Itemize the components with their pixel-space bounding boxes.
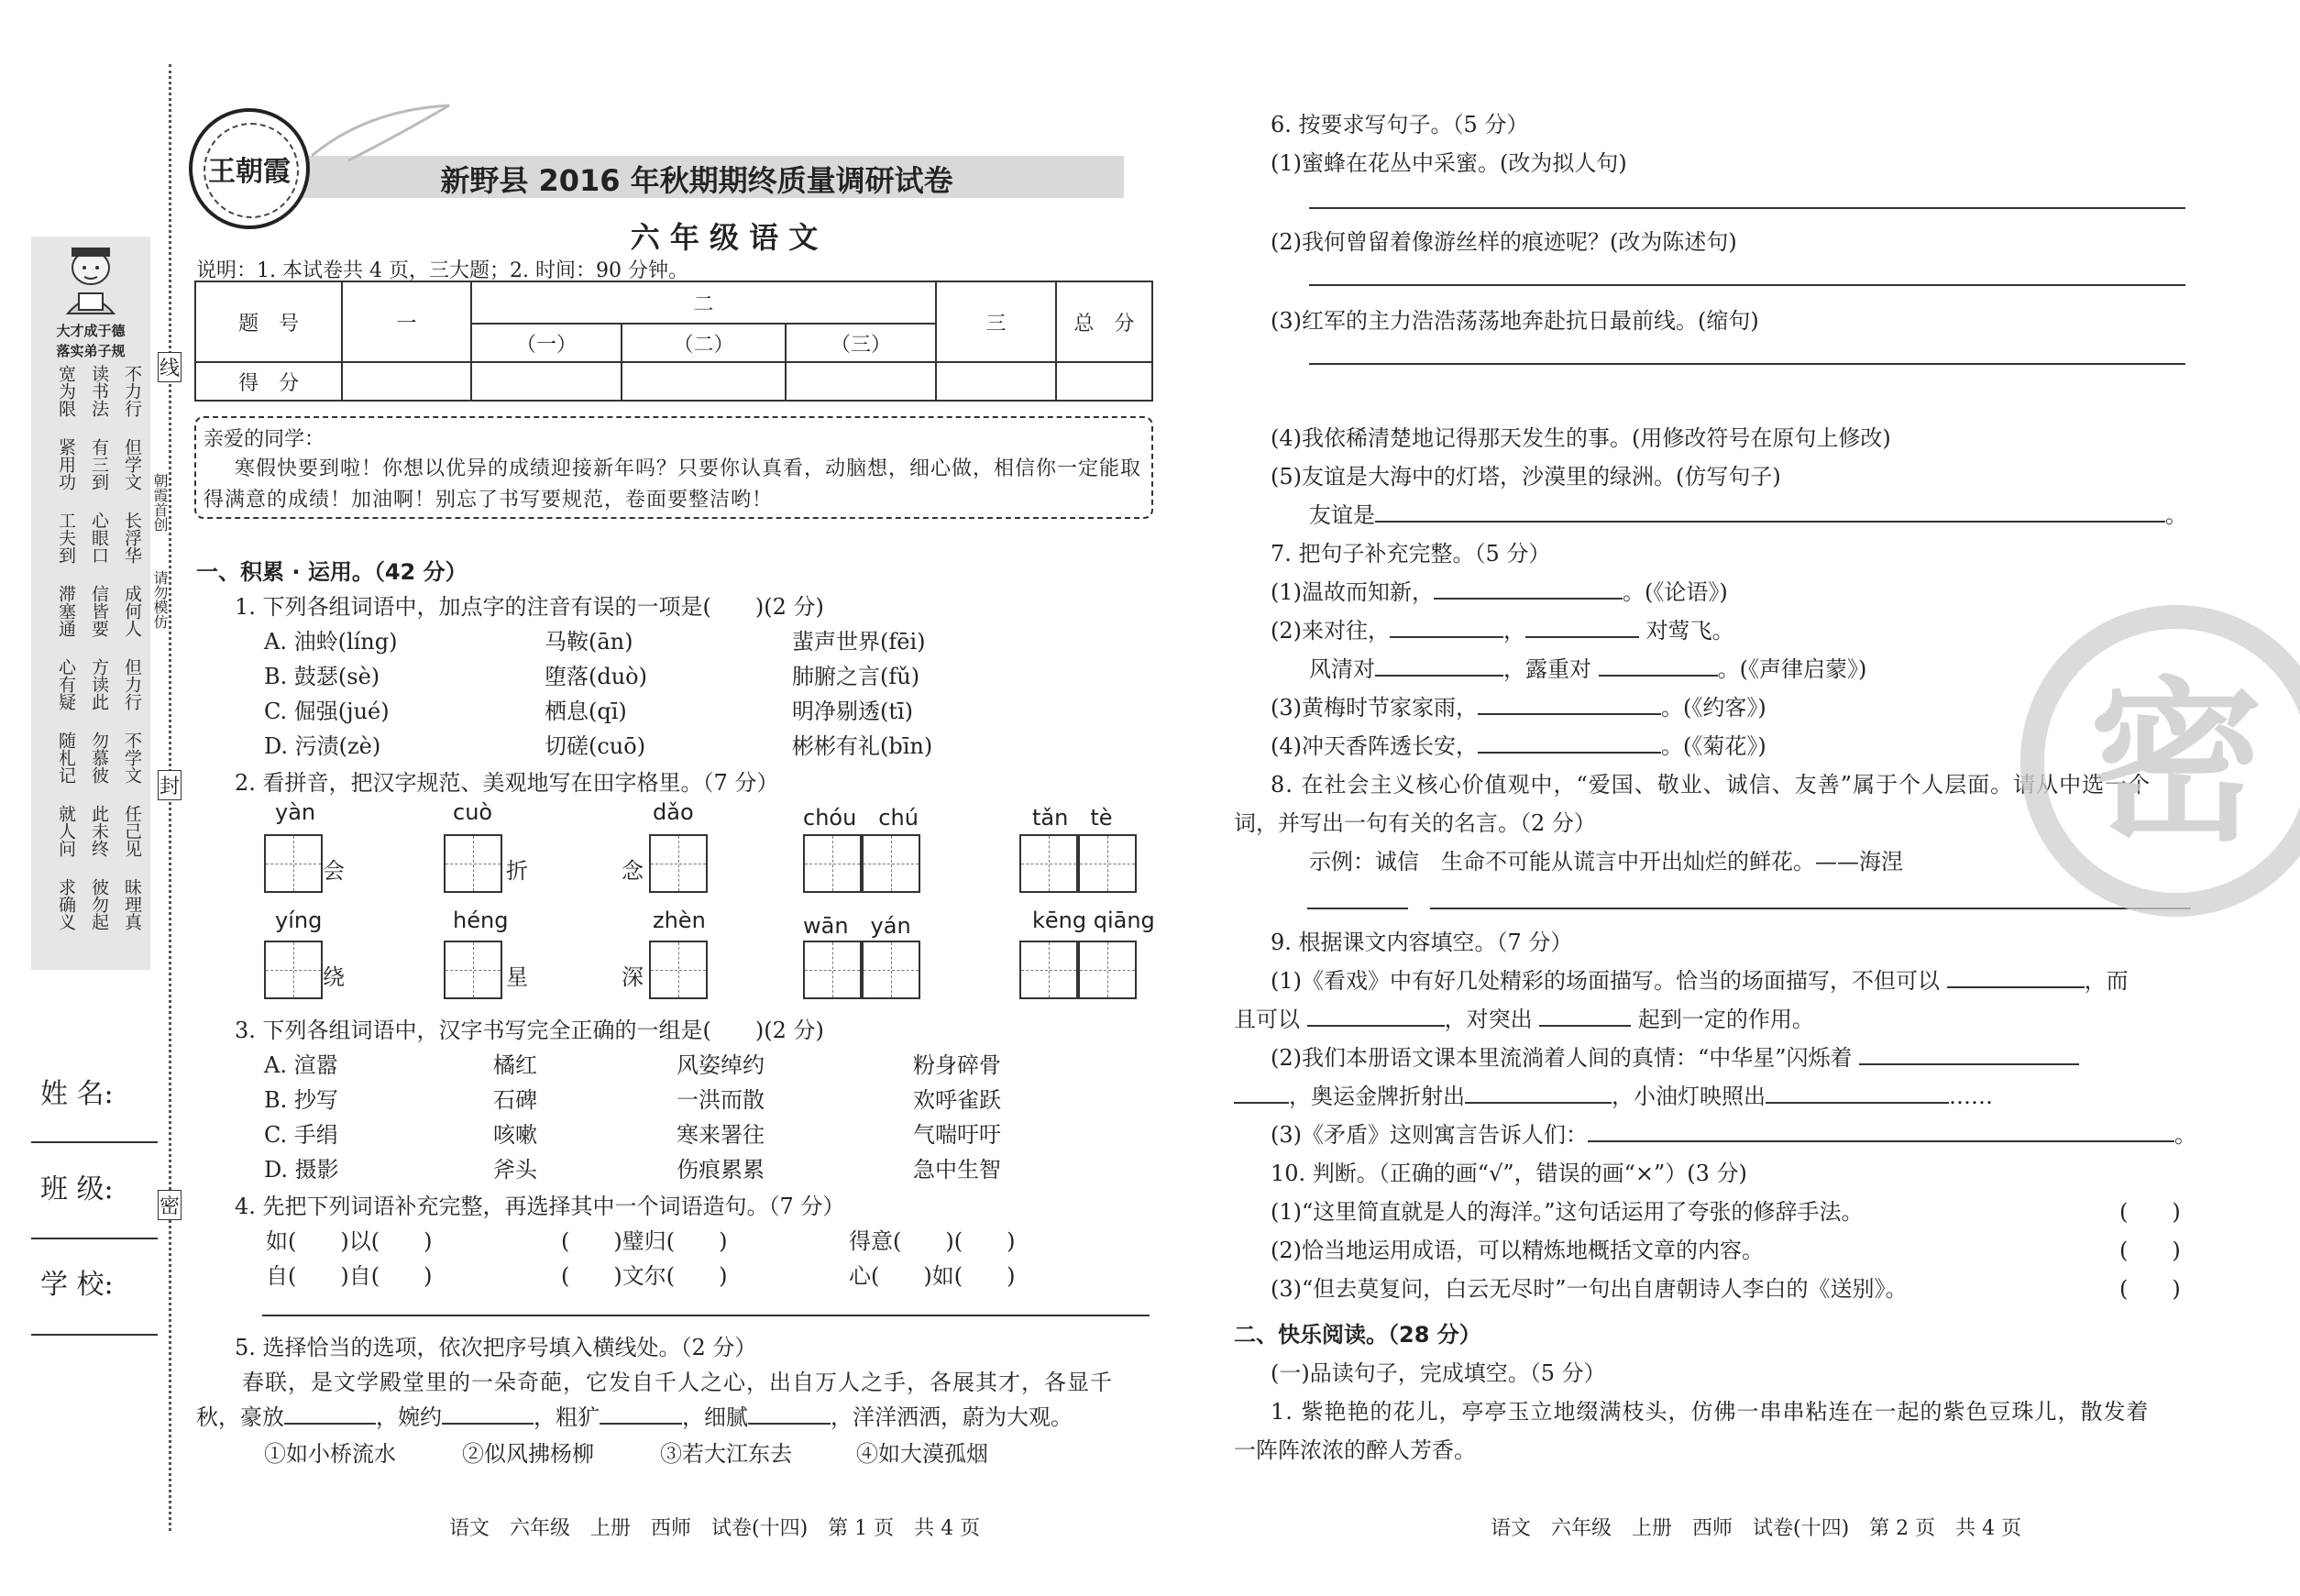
q7-blank-2[interactable]	[1390, 635, 1503, 638]
q7-l2-comma: ，	[1503, 618, 1525, 644]
q2-pinyin: tǎn tè	[1032, 805, 1113, 831]
q5-part-1: 秋，豪放	[196, 1404, 284, 1430]
q3-option-cell: 伤痕累累	[677, 1157, 765, 1183]
sidebar-poem-column: 心眼口	[89, 512, 109, 564]
q9-blank-7[interactable]	[1766, 1101, 1949, 1104]
q4-idiom-item[interactable]: ( )文尔( )	[561, 1263, 728, 1289]
q5-blank-2[interactable]	[442, 1422, 534, 1425]
q6-item-5-prefix: 友谊是	[1309, 502, 1375, 528]
q3-option-cell: 斧头	[493, 1157, 537, 1183]
sidebar-motto-2: 落实弟子规	[56, 343, 126, 359]
q7-l3-source: 。(《声律启蒙》)	[1717, 656, 1867, 682]
score-cell-3[interactable]	[936, 362, 1055, 401]
q10-answer-bracket[interactable]: ( )	[2119, 1199, 2181, 1225]
tianzi-grid-cell[interactable]	[1078, 941, 1137, 999]
tianzi-grid-cell[interactable]	[264, 941, 323, 999]
q4-idiom-item[interactable]: 心( )如( )	[849, 1263, 1016, 1289]
sidebar-poem-column: 宽为限	[56, 365, 76, 417]
q9-p2-text: 且可以	[1234, 1007, 1300, 1032]
q9-blank-3[interactable]	[1539, 1024, 1631, 1027]
exam-note: 说明：1. 本试卷共 4 页，三大题；2. 时间：90 分钟。	[196, 259, 688, 282]
q9-line-4	[1234, 1078, 1993, 1110]
q6-item-3: (3)红军的主力浩浩荡荡地奔赴抗日最前线。(缩句)	[1271, 308, 1759, 334]
q9-blank-2[interactable]	[1307, 1024, 1445, 1027]
tianzi-grid-cell[interactable]	[1019, 834, 1078, 893]
q2-stem: 2. 看拼音，把汉字规范、美观地写在田字格里。（7 分）	[235, 770, 779, 796]
q5-blank-4[interactable]	[748, 1422, 831, 1425]
sidebar-poem-column: 有三到	[89, 438, 109, 490]
sidebar-poem-column: 就人问	[56, 805, 76, 857]
q2-pinyin: wān yán	[803, 913, 911, 939]
section-1-heading: 一、积累 · 运用。（42 分）	[196, 559, 468, 585]
binding-mark-mi: 密	[158, 1190, 182, 1220]
q2-pinyin: chóu chú	[803, 805, 919, 831]
q7-l5-text: (4)冲天香阵透长安，	[1271, 733, 1478, 759]
confidential-stamp	[2020, 605, 2300, 917]
q9-blank-1[interactable]	[1947, 985, 2085, 988]
q3-option-cell: 石碑	[493, 1087, 537, 1113]
sidebar-poem-column: 长浮华	[122, 512, 142, 564]
q7-l2-end: 对莺飞。	[1645, 618, 1734, 644]
q3-option-cell: A. 渲嚣	[264, 1052, 338, 1078]
q9-blank-5[interactable]	[1234, 1101, 1289, 1104]
greeting-body-1: 寒假快要到啦！你想以优异的成绩迎接新年吗？只要你认真看，动脑想，细心做，相信你一定能取	[235, 457, 1142, 480]
q7-blank-3[interactable]	[1525, 635, 1639, 638]
score-table	[194, 281, 1153, 402]
q1-option-cell: 切磋(cuō)	[545, 733, 646, 759]
q7-blank-1[interactable]	[1434, 597, 1623, 600]
q5-option: ①如小桥流水	[264, 1441, 396, 1467]
q9-blank-4[interactable]	[1859, 1062, 2079, 1065]
sidebar-poem-column: 不力行	[122, 365, 142, 417]
exam-title: 新野县 2016 年秋期期终质量调研试卷	[440, 163, 953, 198]
q6-answer-line-2[interactable]	[1309, 284, 2185, 286]
name-field-line[interactable]	[31, 1141, 158, 1143]
q7-line-2	[1271, 612, 1734, 644]
score-table-sub-3: （三）	[786, 324, 937, 362]
score-cell-1[interactable]	[342, 362, 470, 401]
q6-item-2: (2)我何曾留着像游丝样的痕迹呢？(改为陈述句)	[1271, 229, 1737, 255]
score-cell-2-1[interactable]	[471, 362, 622, 401]
q7-line-5	[1271, 728, 1766, 760]
q9-p2-mid: ，对突出	[1444, 1007, 1533, 1032]
q5-paragraph-2	[196, 1399, 1073, 1431]
q5-part-4: ，细腻	[682, 1404, 748, 1430]
sidebar-poem-column: 随札记	[56, 732, 76, 784]
q5-blank-1[interactable]	[284, 1422, 376, 1425]
score-cell-total[interactable]	[1056, 362, 1152, 401]
tianzi-grid-cell[interactable]	[649, 834, 708, 893]
q2-pinyin: kēng qiāng	[1032, 908, 1155, 933]
q1-option-cell: B. 鼓瑟(sè)	[264, 664, 380, 689]
q4-idiom-item[interactable]: 如( )以( )	[266, 1228, 433, 1254]
sidebar-poem-column: 但学文	[122, 438, 142, 490]
q7-blank-6[interactable]	[1478, 712, 1661, 715]
q7-l4-text: (3)黄梅时节家家雨，	[1271, 695, 1478, 721]
greeting-salutation: 亲爱的同学：	[204, 428, 325, 451]
section-2-heading: 二、快乐阅读。（28 分）	[1234, 1322, 1481, 1348]
q5-blank-3[interactable]	[600, 1422, 682, 1425]
left-page-footer: 语文 六年级 上册 西师 试卷(十四) 第 1 页 共 4 页	[449, 1517, 981, 1540]
q1-option-cell: A. 油蛉(líng)	[264, 629, 398, 655]
sidebar-poem-column: 方读此	[89, 658, 109, 710]
q7-line-1	[1271, 574, 1728, 606]
q8-example: 示例：诚信 生命不可能从谎言中开出灿烂的鲜花。——海涅	[1309, 849, 1903, 875]
q7-stem: 7. 把句子补充完整。（5 分）	[1271, 541, 1551, 567]
q9-p2-end: 起到一定的作用。	[1637, 1007, 1814, 1032]
tianzi-grid-cell[interactable]	[862, 834, 920, 893]
school-field-line[interactable]	[31, 1334, 158, 1336]
q9-line-3	[1271, 1040, 2079, 1072]
stamp-glyph: 密	[2088, 660, 2263, 864]
banner-ribbon	[312, 101, 458, 165]
q6-item-1: (1)蜜蜂在花丛中采蜜。(改为拟人句)	[1271, 150, 1627, 176]
q2-pinyin: héng	[453, 908, 509, 933]
q7-line-4	[1271, 689, 1766, 721]
q3-option-cell: 风姿绰约	[677, 1052, 765, 1078]
q7-l3-text: 风清对	[1309, 656, 1375, 682]
q4-idiom-item[interactable]: ( )璧归( )	[561, 1228, 728, 1254]
q1-option-cell: 彬彬有礼(bīn)	[792, 733, 933, 759]
q9-blank-8[interactable]	[1588, 1139, 2174, 1142]
scholar-illustration	[48, 240, 134, 315]
q7-line-3	[1309, 651, 1866, 683]
q8-line-1: 8. 在社会主义核心价值观中，“爱国、敬业、诚信、友善”属于个人层面。请从中选一个	[1271, 772, 2151, 798]
q1-option-cell: 堕落(duò)	[545, 664, 647, 689]
vertical-note-b: 请勿模仿	[151, 570, 169, 629]
q10-statement: (1)“这里简直就是人的海洋。”这句话运用了夸张的修辞手法。	[1271, 1199, 1864, 1225]
score-table-col-2: 二	[471, 281, 937, 324]
sidebar-poem-column: 彼勿起	[89, 878, 109, 930]
q7-l1-text: (1)温故而知新，	[1271, 579, 1434, 605]
q2-pinyin: dǎo	[653, 799, 694, 825]
sidebar-poem-column: 任己见	[122, 805, 142, 857]
score-table-sub-1: （一）	[471, 324, 622, 362]
q10-answer-bracket[interactable]: ( )	[2119, 1276, 2181, 1302]
q3-option-cell: 气喘吁吁	[913, 1122, 1001, 1148]
sidebar-poem-column: 不学文	[122, 732, 142, 784]
q2-pinyin: yíng	[275, 908, 323, 933]
tianzi-grid-cell[interactable]	[862, 941, 920, 999]
q2-fixed-char: 折	[506, 858, 528, 884]
subject-title: 六 年 级 语 文	[630, 220, 819, 255]
q3-option-cell: 急中生智	[913, 1157, 1001, 1183]
q7-l3-mid: ，露重对	[1503, 656, 1591, 682]
q7-blank-7[interactable]	[1478, 751, 1661, 754]
tianzi-grid-cell[interactable]	[1078, 834, 1137, 893]
q1-option-cell: D. 污渍(zè)	[264, 733, 381, 759]
reading-1-line-2: 一阵阵浓浓的醉人芳香。	[1234, 1437, 1476, 1463]
q3-option-cell: D. 摄影	[264, 1157, 339, 1183]
score-table-label-number: 题 号	[195, 281, 342, 362]
q9-line-5	[1271, 1117, 2196, 1149]
sidebar-poem-column: 读书法	[89, 365, 109, 417]
q9-p5-end: 。	[2174, 1122, 2196, 1148]
sidebar-poem-column: 但力行	[122, 658, 142, 710]
score-table-sub-2: （二）	[622, 324, 785, 362]
q7-l1-source: 。(《论语》)	[1623, 579, 1728, 605]
sidebar-poem-column: 工夫到	[56, 512, 76, 564]
reading-1-line-1: 1. 紫艳艳的花儿，亭亭玉立地缀满枝头，仿佛一串串粘连在一起的紫色豆珠儿，散发着	[1271, 1399, 2150, 1425]
q2-fixed-char: 绕	[323, 964, 345, 990]
q1-option-cell: C. 倔强(jué)	[264, 699, 390, 724]
sidebar-poem-column: 此未终	[89, 805, 109, 857]
class-field-line[interactable]	[31, 1238, 158, 1239]
q3-option-cell: 橘红	[493, 1052, 537, 1078]
q7-blank-5[interactable]	[1599, 674, 1718, 677]
score-table-col-1: 一	[342, 281, 470, 362]
q1-option-cell: 明净剔透(tī)	[792, 699, 914, 724]
q2-fixed-char: 会	[323, 858, 345, 884]
q7-l2-text: (2)来对往，	[1271, 618, 1390, 644]
q4-idiom-item[interactable]: 自( )自( )	[266, 1263, 433, 1289]
score-table-label-score: 得 分	[195, 362, 342, 401]
q2-fixed-char: 念	[622, 858, 644, 884]
sidebar-poem-column: 求确义	[56, 878, 76, 930]
q4-stem: 4. 先把下列词语补充完整，再选择其中一个词语造句。（7 分）	[235, 1194, 845, 1219]
q3-option-cell: 咳嗽	[493, 1122, 537, 1148]
q7-blank-4[interactable]	[1375, 674, 1503, 677]
right-page-footer: 语文 六年级 上册 西师 试卷(十四) 第 2 页 共 4 页	[1491, 1517, 2022, 1540]
q5-option: ④如大漠孤烟	[856, 1441, 988, 1467]
q10-statement: (3)“但去莫复问，白云无尽时”一句出自唐朝诗人李白的《送别》。	[1271, 1276, 1908, 1302]
q6-stem: 6. 按要求写句子。（5 分）	[1271, 112, 1529, 138]
q9-p4-end: ……	[1949, 1084, 1993, 1109]
tianzi-grid-cell[interactable]	[803, 834, 862, 893]
q3-stem: 3. 下列各组词语中，汉字书写完全正确的一组是( )(2 分)	[235, 1018, 824, 1043]
q6-answer-line-1[interactable]	[1309, 207, 2185, 209]
q6-item-5-blank[interactable]	[1375, 520, 2165, 523]
q1-option-cell: 肺腑之言(fǔ)	[792, 664, 920, 689]
tianzi-grid-cell[interactable]	[803, 941, 862, 999]
sidebar-poem-column: 紧用功	[56, 438, 76, 490]
q1-stem: 1. 下列各组词语中，加点字的注音有误的一项是( )(2 分)	[235, 594, 824, 620]
greeting-body-2: 得满意的成绩！加油啊！别忘了书写要规范，卷面要整洁哟！	[204, 489, 774, 512]
q6-item-5-end: 。	[2165, 502, 2187, 528]
q1-option-cell: 蜚声世界(fēi)	[792, 629, 926, 655]
tianzi-grid-cell[interactable]	[649, 941, 708, 999]
q8-line-2: 词，并写出一句有关的名言。（2 分）	[1234, 810, 1596, 836]
q9-p5-text: (3)《矛盾》这则寓言告诉人们：	[1271, 1122, 1588, 1148]
q9-blank-6[interactable]	[1465, 1101, 1612, 1104]
q4-sentence-line[interactable]	[262, 1315, 1150, 1316]
q7-l4-source: 。(《约客》)	[1661, 695, 1766, 721]
sidebar-poem-column: 信皆要	[89, 585, 109, 637]
q2-pinyin: zhèn	[653, 908, 706, 933]
q3-option-cell: 一洪而散	[677, 1087, 765, 1113]
q3-option-cell: 粉身碎骨	[913, 1052, 1001, 1078]
q3-option-cell: B. 抄写	[264, 1087, 338, 1113]
q10-statement: (2)恰当地运用成语，可以精炼地概括文章的内容。	[1271, 1238, 1764, 1263]
class-label: 班 级:	[40, 1173, 114, 1205]
q5-part-3: ，粗犷	[534, 1404, 600, 1430]
q9-p3-text: (2)我们本册语文课本里流淌着人间的真情：“中华星”闪烁着	[1271, 1045, 1853, 1071]
score-cell-2-2[interactable]	[622, 362, 785, 401]
q5-paragraph-1: 春联，是文学殿堂里的一朵奇葩，它发自千人之心，出自万人之手，各展其才，各显千	[242, 1370, 1113, 1395]
reading-sub-1: (一)品读句子，完成填空。（5 分）	[1271, 1360, 1606, 1386]
sidebar-poem-column: 滞塞通	[56, 585, 76, 637]
q2-pinyin: cuò	[453, 799, 493, 825]
tianzi-grid-cell[interactable]	[1019, 941, 1078, 999]
score-table-col-3: 三	[936, 281, 1055, 362]
q5-part-2: ，婉约	[376, 1404, 442, 1430]
score-table-col-total: 总 分	[1056, 281, 1152, 362]
q6-answer-line-3[interactable]	[1309, 363, 2185, 365]
q9-p4-text: ，奥运金牌折射出	[1289, 1084, 1465, 1109]
vertical-note-a: 朝霞首创	[151, 473, 169, 532]
sidebar-motto-1: 大才成于德	[56, 323, 126, 339]
tianzi-grid-cell[interactable]	[264, 834, 323, 893]
q5-option: ③若大江东去	[660, 1441, 792, 1467]
q9-line-2	[1234, 1001, 1814, 1033]
q6-item-5: (5)友谊是大海中的灯塔，沙漠里的绿洲。(仿写句子)	[1271, 464, 1781, 490]
q1-option-cell: 马鞍(ān)	[545, 629, 633, 655]
sidebar-poem-column: 勿慕彼	[89, 732, 109, 784]
sidebar-poem-column: 昧理真	[122, 878, 142, 930]
q8-quote-line[interactable]	[1430, 908, 2191, 909]
q9-p1-end: ，而	[2084, 968, 2129, 994]
q7-l5-source: 。(《菊花》)	[1661, 733, 1766, 759]
q2-fixed-char: 星	[506, 964, 528, 990]
q3-option-cell: 寒来署往	[677, 1122, 765, 1148]
q8-word-line[interactable]	[1307, 908, 1408, 909]
sidebar-poem-column: 成何人	[122, 585, 142, 637]
q2-fixed-char: 深	[622, 964, 644, 990]
q4-idiom-item[interactable]: 得意( )( )	[849, 1228, 1016, 1254]
name-label: 姓 名:	[40, 1078, 114, 1110]
tianzi-grid-cell[interactable]	[444, 941, 502, 999]
logo-badge	[189, 108, 310, 229]
q3-option-cell: C. 手绢	[264, 1122, 338, 1148]
score-cell-2-3[interactable]	[786, 362, 937, 401]
q5-option: ②似风拂杨柳	[462, 1441, 594, 1467]
binding-mark-xian: 线	[158, 352, 182, 382]
logo-text: 王朝霞	[208, 156, 291, 188]
q3-option-cell: 欢呼雀跃	[913, 1087, 1001, 1113]
tianzi-grid-cell[interactable]	[444, 834, 502, 893]
q1-option-cell: 栖息(qī)	[545, 699, 627, 724]
q5-part-5: ，洋洋洒洒，蔚为大观。	[831, 1404, 1073, 1430]
q6-item-5-answer	[1309, 497, 2187, 529]
q10-stem: 10. 判断。（正确的画“√”，错误的画“×”）(3 分)	[1271, 1161, 1747, 1186]
q10-answer-bracket[interactable]: ( )	[2119, 1238, 2181, 1263]
q9-line-1	[1271, 963, 2129, 995]
sidebar-poem-column: 心有疑	[56, 658, 76, 710]
q9-p1-text: (1)《看戏》中有好几处精彩的场面描写。恰当的场面描写，不但可以	[1271, 968, 1940, 994]
q5-stem: 5. 选择恰当的选项，依次把序号填入横线处。（2 分）	[235, 1335, 757, 1360]
q9-p4-mid: ，小油灯映照出	[1612, 1084, 1766, 1109]
q2-pinyin: yàn	[275, 799, 316, 825]
q9-stem: 9. 根据课文内容填空。（7 分）	[1271, 930, 1573, 955]
binding-mark-feng: 封	[158, 770, 182, 800]
q6-item-4: (4)我依稀清楚地记得那天发生的事。(用修改符号在原句上修改)	[1271, 425, 1891, 451]
school-label: 学 校:	[40, 1269, 114, 1301]
